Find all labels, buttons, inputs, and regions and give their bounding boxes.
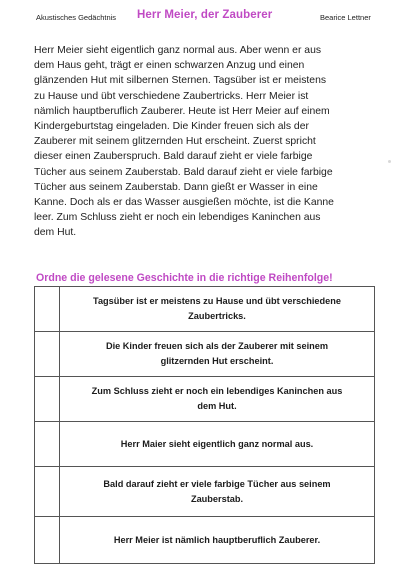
story-line: Zauberer mit seinem glitzernden Hut erscheint. Zuerst spricht	[34, 136, 316, 148]
table-row	[35, 467, 375, 517]
header-author: Bearice Lettner	[320, 13, 371, 22]
sentence-line: Zaubertricks.	[188, 311, 246, 321]
story-text	[34, 43, 384, 241]
order-number-cell[interactable]	[35, 517, 60, 564]
story-line: Tücher aus seinem Zauberstab. Dann gießt er Wasser in eine	[34, 181, 318, 193]
story-line: nämlich hauptberuflich Zauberer. Heute ist Herr Meier auf einem	[34, 105, 330, 117]
sentence-line: Herr Maier sieht eigentlich ganz normal aus.	[120, 438, 314, 449]
order-number-cell[interactable]	[35, 422, 60, 467]
table-row	[35, 287, 375, 332]
sentence-line: Herr Meier ist nämlich hauptberuflich Zauberer.	[113, 534, 321, 545]
story-line: Tücher aus seinem Zauberstab. Bald darauf zieht er viele farbige	[34, 166, 333, 178]
order-number-cell[interactable]	[35, 287, 60, 332]
order-number-cell[interactable]	[35, 467, 60, 517]
sentence-line: dem Hut.	[197, 401, 237, 411]
sentence-line: glitzernden Hut erscheint.	[160, 356, 274, 366]
sentence-line: Bald darauf zieht er viele farbige Tücher aus seinem	[103, 478, 331, 489]
story-line: zu Hause und übt verschiedene Zaubertricks. Herr Meier ist	[34, 90, 309, 102]
sentence-line: Zauberstab.	[190, 493, 244, 504]
instruction-heading: Ordne die gelesene Geschichte in die richtige Reihenfolge!	[36, 272, 333, 284]
story-line: Kindergeburtstag eingeladen. Die Kinder freuen sich als der	[34, 121, 309, 133]
sentence-line: Zum Schluss zieht er noch ein lebendiges Kaninchen aus	[91, 386, 343, 396]
order-number-cell[interactable]	[35, 377, 60, 422]
story-line: leer. Zum Schluss zieht er noch ein lebendiges Kaninchen aus	[34, 212, 321, 224]
sentence-cell	[60, 377, 375, 422]
header-subject: Akustisches Gedächtnis	[36, 13, 117, 22]
sentence-cell	[60, 467, 375, 517]
story-line: Kanne. Doch als er das Wasser ausgießen möchte, ist die Kanne	[34, 197, 334, 209]
story-line: dem Hut.	[34, 227, 77, 239]
table-row	[35, 377, 375, 422]
table-row	[35, 332, 375, 377]
table-row	[35, 422, 375, 467]
story-line: glänzenden Hut mit silbernen Sternen. Tagsüber ist er meistens	[34, 75, 327, 87]
story-line: dieser einen Zauberspruch. Bald darauf zieht er viele farbige	[34, 151, 313, 163]
story-line: dem Haus geht, trägt er einen schwarzen Anzug und einen	[34, 60, 305, 72]
order-number-cell[interactable]	[35, 332, 60, 377]
table-row	[35, 517, 375, 564]
scan-speck	[388, 160, 391, 163]
page-title: Herr Meier, der Zauberer	[137, 9, 273, 21]
sentence-cell	[60, 422, 375, 467]
sentence-cell	[60, 332, 375, 377]
story-line: Herr Meier sieht eigentlich ganz normal aus. Aber wenn er aus	[34, 45, 322, 56]
page-header	[0, 0, 400, 30]
sentence-line: Die Kinder freuen sich als der Zauberer mit seinem	[105, 341, 329, 351]
ordering-table	[34, 286, 375, 564]
sentence-cell	[60, 287, 375, 332]
sentence-line: Tagsüber ist er meistens zu Hause und übt verschiedene	[93, 296, 341, 306]
sentence-cell	[60, 517, 375, 564]
